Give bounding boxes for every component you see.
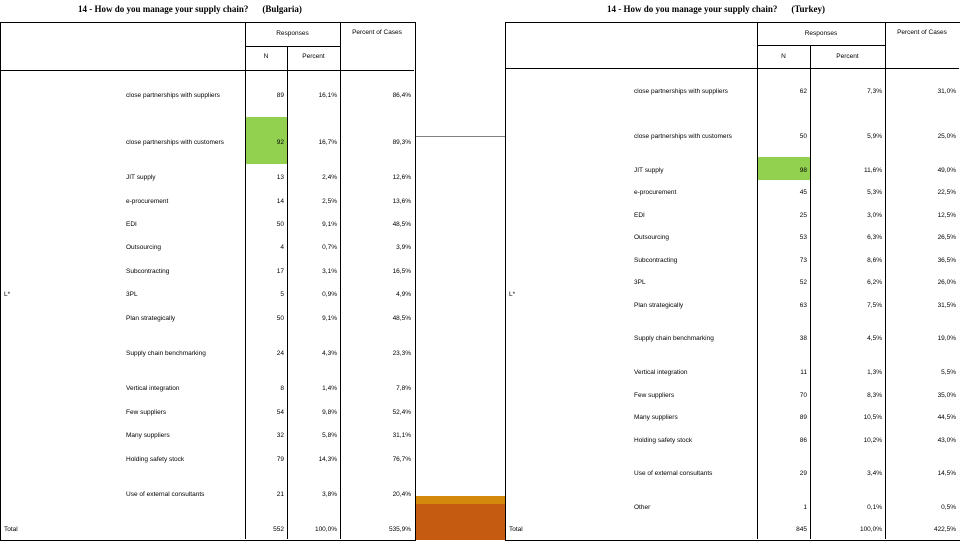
row-label: 3PL bbox=[126, 291, 138, 298]
row-percent: 10,2% bbox=[863, 437, 882, 444]
row-n: 92 bbox=[276, 139, 284, 146]
row-label: Outsourcing bbox=[126, 244, 162, 251]
row-n: 52 bbox=[799, 279, 807, 286]
row-n: 54 bbox=[276, 409, 284, 416]
row-percent-of-cases: 13,6% bbox=[392, 198, 411, 205]
row-n: 50 bbox=[276, 315, 284, 322]
row-label: Plan strategically bbox=[126, 315, 176, 322]
header-rule bbox=[505, 68, 959, 69]
row-percent: 4,5% bbox=[867, 335, 882, 342]
row-label: e-procurement bbox=[634, 189, 677, 196]
row-percent-of-cases: 76,7% bbox=[392, 456, 411, 463]
row-label: Supply chain benchmarking bbox=[126, 350, 206, 357]
row-percent: 3,1% bbox=[322, 268, 337, 275]
row-label: Many suppliers bbox=[634, 414, 678, 421]
country-label: (Turkey) bbox=[791, 4, 826, 14]
row-n: 89 bbox=[799, 414, 807, 421]
row-percent-of-cases: 7,8% bbox=[396, 385, 411, 392]
row-n: 70 bbox=[799, 392, 807, 399]
row-label: Outsourcing bbox=[634, 234, 670, 241]
row-label: close partnerships with customers bbox=[126, 139, 224, 146]
row-percent: 14,3% bbox=[318, 456, 337, 463]
row-label: Vertical integration bbox=[634, 369, 688, 376]
row-percent: 9,1% bbox=[322, 221, 337, 228]
row-n: 45 bbox=[799, 189, 807, 196]
header-percent-of-cases: Percent of Cases bbox=[897, 29, 947, 36]
row-percent: 3,4% bbox=[867, 470, 882, 477]
row-percent: 2,5% bbox=[322, 198, 337, 205]
row-percent: 8,6% bbox=[867, 257, 882, 264]
row-label: Other bbox=[634, 504, 651, 511]
row-percent-of-cases: 48,5% bbox=[392, 221, 411, 228]
row-n: 62 bbox=[799, 88, 807, 95]
row-percent-of-cases: 14,5% bbox=[937, 470, 956, 477]
group-label: L* bbox=[4, 291, 11, 298]
row-percent-of-cases: 12,5% bbox=[937, 212, 956, 219]
row-n: 11 bbox=[800, 369, 807, 376]
accent-bar-rust bbox=[415, 504, 505, 540]
row-label: Holding safety stock bbox=[634, 437, 693, 444]
row-percent: 10,5% bbox=[863, 414, 882, 421]
row-n: 32 bbox=[276, 432, 284, 439]
right-table-title bbox=[607, 4, 825, 14]
row-n: 63 bbox=[799, 302, 807, 309]
row-percent-of-cases: 26,0% bbox=[937, 279, 956, 286]
total-percent: 100,0% bbox=[314, 526, 337, 533]
row-percent: 6,3% bbox=[867, 234, 882, 241]
row-percent-of-cases: 22,5% bbox=[937, 189, 956, 196]
header-responses: Responses bbox=[276, 30, 309, 37]
row-n: 98 bbox=[799, 167, 807, 174]
row-percent-of-cases: 16,5% bbox=[392, 268, 411, 275]
row-n: 13 bbox=[276, 174, 284, 181]
row-label: Many suppliers bbox=[126, 432, 170, 439]
row-percent-of-cases: 86,4% bbox=[392, 92, 411, 99]
row-percent: 9,1% bbox=[322, 315, 337, 322]
row-percent-of-cases: 12,6% bbox=[392, 174, 411, 181]
row-percent: 5,8% bbox=[322, 432, 337, 439]
row-percent-of-cases: 31,1% bbox=[392, 432, 411, 439]
row-percent-of-cases: 35,0% bbox=[937, 392, 956, 399]
total-n: 845 bbox=[796, 526, 807, 533]
row-n: 89 bbox=[276, 92, 284, 99]
row-n: 14 bbox=[276, 198, 284, 205]
total-percent-of-cases: 422,5% bbox=[933, 526, 956, 533]
row-percent-of-cases: 49,0% bbox=[937, 167, 956, 174]
row-percent-of-cases: 48,5% bbox=[392, 315, 411, 322]
country-label: (Bulgaria) bbox=[262, 4, 302, 14]
row-label: Plan strategically bbox=[634, 302, 684, 309]
row-n: 17 bbox=[276, 268, 284, 275]
row-percent-of-cases: 31,5% bbox=[937, 302, 956, 309]
row-label: close partnerships with suppliers bbox=[634, 88, 728, 95]
title-text: 14 - How do you manage your supply chain? bbox=[607, 4, 778, 14]
row-n: 4 bbox=[280, 244, 284, 251]
row-percent: 1,3% bbox=[867, 369, 882, 376]
row-label: JIT supply bbox=[126, 174, 156, 181]
row-percent-of-cases: 89,3% bbox=[392, 139, 411, 146]
row-label: close partnerships with customers bbox=[634, 133, 732, 140]
connector-line bbox=[415, 136, 505, 137]
row-percent: 9,8% bbox=[322, 409, 337, 416]
row-label: Few suppliers bbox=[634, 392, 675, 399]
row-percent-of-cases: 23,3% bbox=[392, 350, 411, 357]
row-percent-of-cases: 20,4% bbox=[392, 491, 411, 498]
row-percent-of-cases: 43,0% bbox=[937, 437, 956, 444]
row-percent: 8,3% bbox=[867, 392, 882, 399]
row-label: close partnerships with suppliers bbox=[126, 92, 220, 99]
row-label: Use of external consultants bbox=[126, 491, 205, 498]
title-text: 14 - How do you manage your supply chain? bbox=[78, 4, 249, 14]
total-percent-of-cases: 535,9% bbox=[388, 526, 411, 533]
header-responses: Responses bbox=[804, 30, 838, 37]
row-n: 25 bbox=[799, 212, 807, 219]
header-n: N bbox=[781, 53, 786, 60]
row-label: JIT supply bbox=[634, 167, 664, 174]
row-n: 5 bbox=[280, 291, 284, 298]
total-label: Total bbox=[4, 526, 18, 533]
row-label: Subcontracting bbox=[126, 268, 170, 275]
row-percent: 7,5% bbox=[867, 302, 882, 309]
row-percent-of-cases: 4,9% bbox=[396, 291, 411, 298]
row-percent-of-cases: 36,5% bbox=[937, 257, 956, 264]
row-percent-of-cases: 5,5% bbox=[941, 369, 956, 376]
row-percent-of-cases: 19,0% bbox=[937, 335, 956, 342]
row-n: 8 bbox=[280, 385, 284, 392]
row-percent-of-cases: 26,5% bbox=[937, 234, 956, 241]
row-percent-of-cases: 31,0% bbox=[937, 88, 956, 95]
row-n: 38 bbox=[799, 335, 807, 342]
row-percent-of-cases: 25,0% bbox=[937, 133, 956, 140]
column-divider bbox=[810, 45, 811, 539]
row-label: EDI bbox=[634, 212, 645, 219]
header-n: N bbox=[263, 53, 269, 60]
row-percent-of-cases: 3,9% bbox=[396, 244, 411, 251]
row-percent: 7,3% bbox=[867, 88, 882, 95]
row-percent: 6,2% bbox=[867, 279, 882, 286]
row-percent: 2,4% bbox=[322, 174, 337, 181]
row-percent: 1,4% bbox=[322, 385, 337, 392]
row-label: EDI bbox=[126, 221, 137, 228]
row-n: 21 bbox=[276, 491, 284, 498]
header-percent-of-cases: Percent of Cases bbox=[352, 29, 402, 36]
row-n: 29 bbox=[799, 470, 807, 477]
row-percent-of-cases: 0,5% bbox=[941, 504, 956, 511]
row-percent: 3,8% bbox=[322, 491, 337, 498]
row-n: 50 bbox=[799, 133, 807, 140]
row-label: 3PL bbox=[634, 279, 646, 286]
total-n: 552 bbox=[273, 526, 284, 533]
row-n: 50 bbox=[276, 221, 284, 228]
header-rule bbox=[245, 46, 340, 47]
row-percent: 11,6% bbox=[864, 167, 882, 174]
row-label: e-procurement bbox=[126, 198, 169, 205]
row-label: Holding safety stock bbox=[126, 456, 185, 463]
row-n: 1 bbox=[803, 504, 807, 511]
row-label: Subcontracting bbox=[634, 257, 678, 264]
row-percent: 5,9% bbox=[867, 133, 882, 140]
header-rule bbox=[757, 45, 885, 46]
row-percent: 16,1% bbox=[318, 92, 337, 99]
left-table-title bbox=[78, 4, 302, 14]
row-n: 73 bbox=[799, 257, 807, 264]
row-label: Use of external consultants bbox=[634, 470, 713, 477]
row-n: 53 bbox=[799, 234, 807, 241]
row-percent: 16,7% bbox=[318, 139, 337, 146]
row-percent: 5,3% bbox=[867, 189, 882, 196]
header-percent: Percent bbox=[836, 53, 859, 60]
row-label: Few suppliers bbox=[126, 409, 167, 416]
header-percent: Percent bbox=[302, 53, 325, 60]
group-label: L* bbox=[509, 291, 516, 298]
row-percent: 0,9% bbox=[322, 291, 337, 298]
accent-bar-gold bbox=[415, 496, 505, 504]
row-n: 79 bbox=[276, 456, 284, 463]
row-percent: 0,7% bbox=[322, 244, 337, 251]
total-percent: 100,0% bbox=[859, 526, 882, 533]
row-label: Supply chain benchmarking bbox=[634, 335, 714, 342]
row-percent: 4,3% bbox=[322, 350, 337, 357]
total-label: Total bbox=[509, 526, 523, 533]
row-n: 86 bbox=[799, 437, 807, 444]
row-percent-of-cases: 44,5% bbox=[937, 414, 956, 421]
row-percent-of-cases: 52,4% bbox=[392, 409, 411, 416]
row-label: Vertical integration bbox=[126, 385, 180, 392]
header-rule bbox=[0, 70, 414, 71]
row-n: 24 bbox=[276, 350, 284, 357]
row-percent: 3,0% bbox=[867, 212, 882, 219]
row-percent: 0,1% bbox=[867, 504, 882, 511]
